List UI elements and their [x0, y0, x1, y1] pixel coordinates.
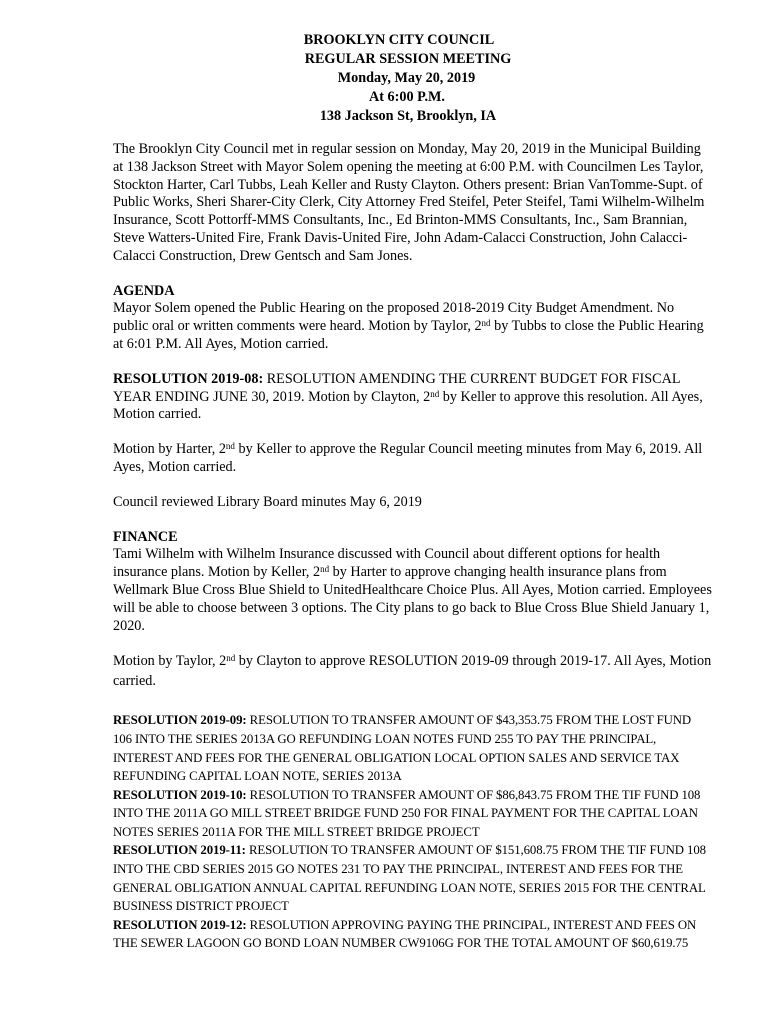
resolution-text-b: by Keller to approve this resolution. All Ayes, Motion carried.: [113, 388, 703, 423]
resolution-item: [113, 711, 713, 785]
resolution-item: [113, 916, 713, 953]
resolution-item-label: RESOLUTION 2019-09:: [113, 713, 247, 728]
minutes-text-a: Motion by Harter, 2: [113, 441, 226, 458]
resolution-item-text: RESOLUTION APPROVING PAYING THE PRINCIPAL, INTEREST AND FEES ON THE SEWER LAGOON GO BOND LOAN NUMBER CW9106G FOR THE TOTAL AMOUNT OF $60,619.75: [113, 917, 697, 951]
resolution-item: [113, 841, 713, 915]
resolution-item-label: RESOLUTION 2019-10:: [113, 787, 247, 802]
resolutions-motion-paragraph: [113, 652, 713, 691]
meeting-date: Monday, May 20, 2019: [337, 70, 476, 86]
resolutions-motion-ordinal: nd: [226, 653, 236, 664]
resolution-ordinal: nd: [430, 388, 440, 399]
finance-ordinal: nd: [320, 564, 330, 575]
finance-text-a: Tami Wilhelm with Wilhelm Insurance discussed with Council about different options for health insurance plans. Motion by Keller, 2: [113, 546, 661, 581]
agenda-paragraph: [113, 300, 713, 353]
resolution-item: [113, 786, 713, 842]
agenda-ordinal: nd: [481, 318, 491, 329]
resolutions-motion-text-b: by Clayton to approve RESOLUTION 2019-09 through 2019-17. All Ayes, Motion carried.: [113, 653, 712, 689]
meeting-time: At 6:00 P.M.: [369, 89, 445, 105]
minutes-ordinal: nd: [225, 441, 235, 452]
finance-paragraph: [113, 546, 713, 635]
agenda-heading: AGENDA: [113, 282, 175, 299]
resolutions-list: [113, 711, 713, 953]
resolution-item-text: RESOLUTION TO TRANSFER AMOUNT OF $43,353.75 FROM THE LOST FUND 106 INTO THE SERIES 2013A GO REFUNDING LOAN NOTES FUND 255 TO PAY THE PRINCIPAL, INTEREST AND FEES FOR THE GENERAL OBLIGATION LOCAL OPTION SALES AND SERVICE TAX REFUNDING CAPITAL LOAN NOTE, SERIES 2013A: [113, 713, 692, 784]
agenda-text-a: Mayor Solem opened the Public Hearing on the proposed 2018-2019 City Budget Amendment. No public oral or written comments were heard. Motion by Taylor, 2: [113, 300, 675, 335]
resolution-item-label: RESOLUTION 2019-12:: [113, 917, 247, 932]
resolution-2019-08-paragraph: [113, 371, 713, 424]
intro-paragraph: The Brooklyn City Council met in regular session on Monday, May 20, 2019 in the Municipal Building at 138 Jackson Street with Mayor Solem opening the meeting at 6:00 P.M. with Councilmen Les Taylor, Stockton Harter, Carl Tubbs, Leah Keller and Rusty Clayton. Others present: Brian VanTomme-Supt. of Public Works, Sheri Sharer-City Clerk, City Attorney Fred Steifel, Peter Steifel, Tami Wilhelm-Wilhelm Insurance, Scott Pottorff-MMS Consultants, Inc., Ed Brinton-MMS Consultants, Inc., Sam Brannian, Steve Watters-United Fire, Frank Davis-United Fire, John Adam-Calacci Construction, John Calacci-Calacci Construction, Drew Gentsch and Sam Jones.: [113, 141, 705, 264]
meeting-header: [113, 31, 713, 126]
library-paragraph: Council reviewed Library Board minutes May 6, 2019: [113, 493, 422, 510]
minutes-text-b: by Keller to approve the Regular Council meeting minutes from May 6, 2019. All Ayes, Motion carried.: [113, 441, 703, 475]
resolution-item-label: RESOLUTION 2019-11:: [113, 843, 246, 858]
finance-heading: FINANCE: [113, 528, 178, 545]
session-title: REGULAR SESSION MEETING: [304, 51, 512, 67]
council-name: BROOKLYN CITY COUNCIL: [303, 32, 495, 48]
resolution-item-text: RESOLUTION TO TRANSFER AMOUNT OF $151,608.75 FROM THE TIF FUND 108 INTO THE CBD SERIES 2015 GO NOTES 231 TO PAY THE PRINCIPAL, INTEREST AND FEES FOR THE GENERAL OBLIGATION ANNUAL CAPITAL REFUNDING LOAN NOTE, SERIES 2015 FOR THE CENTRAL BUSINESS DISTRICT PROJECT: [113, 843, 706, 914]
document-page: [113, 31, 713, 953]
agenda-text-b: by Tubbs to close the Public Hearing at 6:01 P.M. All Ayes, Motion carried.: [113, 318, 704, 352]
minutes-motion-paragraph: [113, 441, 713, 477]
resolutions-motion-text-a: Motion by Taylor, 2: [113, 653, 227, 670]
resolution-item-text: RESOLUTION TO TRANSFER AMOUNT OF $86,843.75 FROM THE TIF FUND 108 INTO THE 2011A GO MILL STREET BRIDGE FUND 250 FOR FINAL PAYMENT FOR THE CAPITAL LOAN NOTES SERIES 2011A FOR THE MILL STREET BRIDGE PROJECT: [113, 787, 701, 839]
resolution-label: RESOLUTION 2019-08:: [113, 370, 264, 387]
finance-text-b: by Harter to approve changing health insurance plans from Wellmark Blue Cross Blue Shield to UnitedHealthcare Choice Plus. All Ayes, Motion carried. Employees will be able to choose between 3 options. The City plans to go back to Blue Cross Blue Shield January 1, 2020.: [113, 564, 712, 634]
resolution-text-a: RESOLUTION AMENDING THE CURRENT BUDGET FOR FISCAL YEAR ENDING JUNE 30, 2019. Motion by Clayton, 2: [113, 370, 681, 405]
meeting-location: 138 Jackson St, Brooklyn, IA: [319, 108, 497, 124]
